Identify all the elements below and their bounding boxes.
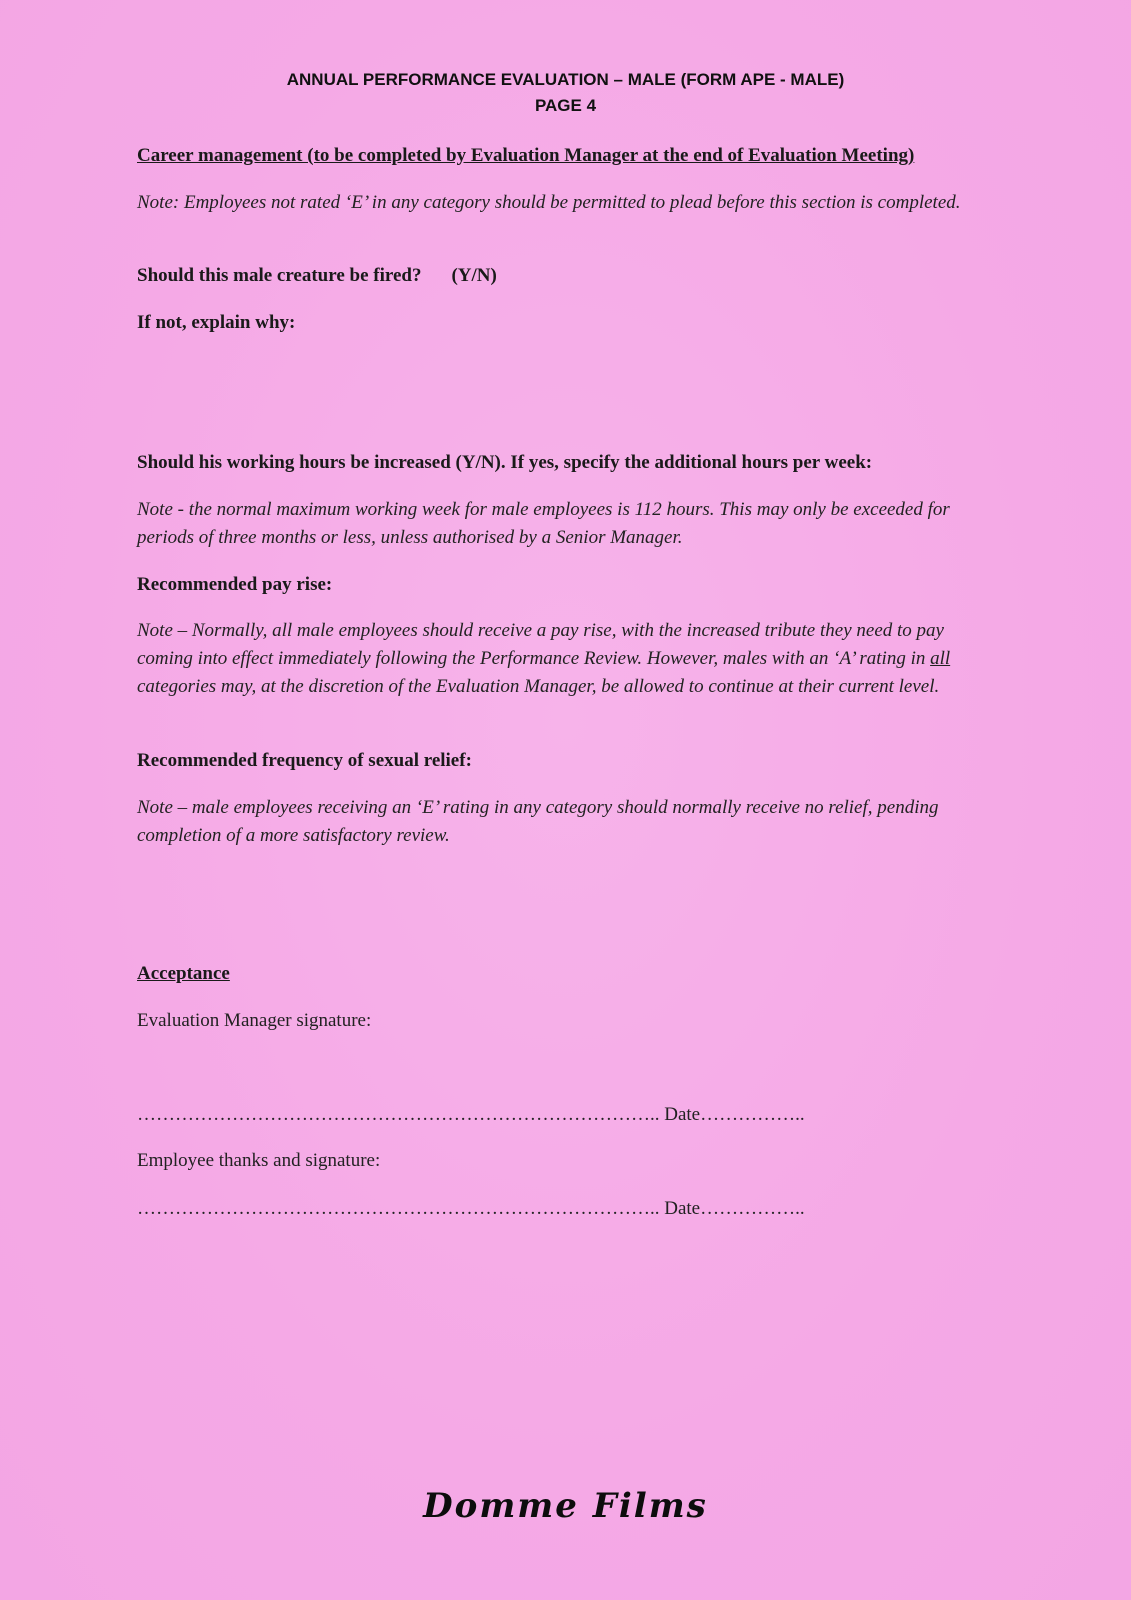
manager-signature-label: Evaluation Manager signature: bbox=[137, 1010, 372, 1031]
note-relief: Note – male employees receiving an ‘E’ rating in any category should normally receive no relief, pending completion of a more satisfactory review. bbox=[137, 797, 939, 846]
question-fired bbox=[137, 265, 997, 287]
question-hours: Should his working hours be increased (Y/N). If yes, specify the additional hours per week: bbox=[137, 452, 873, 473]
question-explain: If not, explain why: bbox=[137, 312, 296, 333]
career-management-heading: Career management (to be completed by Evaluation Manager at the end of Evaluation Meeting) bbox=[137, 145, 915, 166]
note-pay-rise-emphasis: all bbox=[930, 648, 951, 669]
question-pay-rise: Recommended pay rise: bbox=[137, 574, 333, 595]
form-title: ANNUAL PERFORMANCE EVALUATION – MALE (FORM APE - MALE) bbox=[286, 70, 845, 89]
note-pay-rise-part2: categories may, at the discretion of the Evaluation Manager, be allowed to continue at their current level. bbox=[137, 676, 940, 697]
note-pay-rise-part1: Note – Normally, all male employees should receive a pay rise, with the increased tribute they need to pay coming into effect immediately following the Performance Review. However, males with an ‘A’ rating in bbox=[137, 620, 944, 669]
note-working-week: Note - the normal maximum working week for male employees is 112 hours. This may only be exceeded for periods of three months or less, unless authorised by a Senior Manager. bbox=[137, 499, 950, 548]
employee-signature-label: Employee thanks and signature: bbox=[137, 1150, 381, 1171]
page-number: PAGE 4 bbox=[534, 96, 597, 115]
question-relief: Recommended frequency of sexual relief: bbox=[137, 750, 472, 771]
note-pay-rise bbox=[137, 617, 997, 701]
employee-signature-line[interactable]: ……………………………………………………………………….. Date…………….. bbox=[137, 1198, 805, 1219]
manager-signature-line[interactable]: ……………………………………………………………………….. Date…………….. bbox=[137, 1104, 805, 1125]
domme-films-logo: Domme Films bbox=[423, 1486, 708, 1526]
question-fired-text: Should this male creature be fired? bbox=[137, 265, 422, 286]
note-plead: Note: Employees not rated ‘E’ in any category should be permitted to plead before this section is completed. bbox=[137, 192, 961, 213]
question-fired-yn: (Y/N) bbox=[451, 265, 497, 286]
acceptance-heading: Acceptance bbox=[137, 963, 230, 984]
